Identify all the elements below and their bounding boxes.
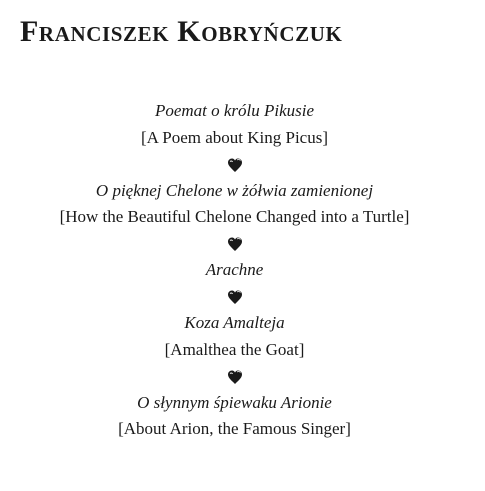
work-translation: [How the Beautiful Chelone Changed into a Turtle] [59, 207, 410, 226]
fleuron-heart-icon [0, 284, 469, 311]
work-entry [0, 390, 469, 443]
work-translation: [About Arion, the Famous Singer] [118, 419, 351, 438]
work-title: Arachne [205, 260, 264, 279]
work-translation: [Amalthea the Goat] [164, 339, 305, 359]
fleuron-heart-icon [0, 151, 469, 178]
work-entry [0, 310, 469, 363]
work-entry [0, 178, 469, 231]
work-entry [0, 98, 469, 151]
work-title: O słynnym śpiewaku Arionie [137, 392, 332, 412]
author-name: Franciszek Kobryńczuk [20, 15, 343, 48]
work-entry [0, 257, 469, 284]
fleuron-heart-icon [0, 231, 469, 258]
work-title: Koza Amalteja [184, 313, 285, 332]
work-title: O pięknej Chelone w żółwia zamienionej [95, 180, 374, 200]
fleuron-heart-icon [0, 363, 469, 390]
work-translation: [A Poem about King Picus] [141, 127, 328, 147]
work-title: Poemat o królu Pikusie [154, 101, 315, 120]
works-list [0, 98, 469, 443]
